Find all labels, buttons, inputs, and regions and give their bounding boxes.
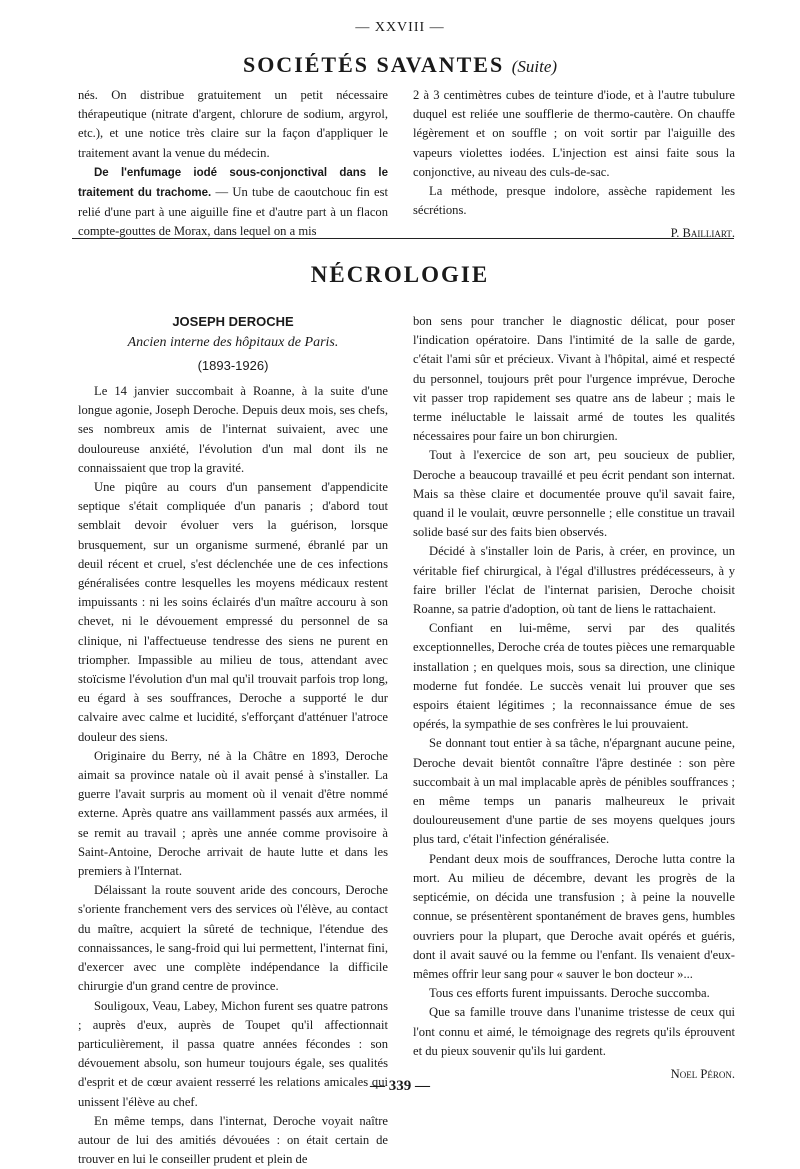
obituary-paragraph: Le 14 janvier succombait à Roanne, à la suite d'une longue agonie, Joseph Deroche. Depuis deux mois, ses chefs, ses nombreux amis de l'internat suivaient, avec une douloureuse anxiété, l'évolution d'un mal dont ils ne connaissaient que trop la gravité. [78, 384, 388, 475]
top-left-paragraph-2 [78, 163, 388, 242]
obituary-subtitle: Ancien interne des hôpitaux de Paris. [127, 335, 339, 350]
obituary-paragraph: Confiant en lui-même, servi par des qualités exceptionnelles, Deroche créa de toutes pièces une remarquable installation ; en quelques mois, sous sa direction, une clinique moderne fut fondée. Le succès venait lui prouver que ses espoirs étaient légitimes ; la reconnaissance émue de ses opérés, la sympathie de ses confrères le lui prouvaient. [413, 621, 735, 732]
necrology-left-column [78, 312, 388, 1169]
obituary-paragraph: Tout à l'exercice de son art, peu soucieux de publier, Deroche a beaucoup travaillé et peu écrit pendant son internat. Mais sa thèse claire et documentée prouve qu'il savait faire, quand il le voulait, œuvre personnelle ; elle constitue un travail solide basé sur des faits bien observés. [413, 448, 735, 540]
section-title [0, 52, 800, 78]
obituary-signature: Noel Péron. [670, 1066, 735, 1081]
obituary-paragraph: Que sa famille trouve dans l'unanime tristesse de ceux qui l'ont connu et aimé, le témoignage des regrets qu'ils éprouvent et du pieux souvenir qu'ils lui gardent. [413, 1005, 735, 1058]
obituary-paragraph: Pendant deux mois de souffrances, Deroche lutta contre la mort. Au milieu de décembre, devant les progrès de la septicémie, on décida une transfusion ; à peine la nouvelle connue, se présentèrent spontanément de braves gens, humbles ouvriers pour la plupart, que Deroche avait opérés et guéris, dont il avait sauvé ou la femme ou l'enfant. Ils venaient d'eux-mêmes offrir leur sang pour « sauver le bon docteur »... [413, 851, 735, 981]
page-number: — 339 — [370, 1078, 430, 1094]
page-roman-number: — XXVIII — [355, 20, 445, 35]
top-right-paragraph-1: 2 à 3 centimètres cubes de teinture d'iode, et à l'autre tubulure duquel est reliée une soufflerie de thermo-cautère. On chauffe légèrement et on souffle ; on voit sortir par l'aiguille des vapeurs violettes iodées. L'injection est ainsi faite sous la conjonctive, au niveau des culs-de-sac. [413, 88, 735, 179]
section-title-text: SOCIÉTÉS SAVANTES [242, 52, 505, 77]
top-right-column [413, 86, 735, 244]
top-left-paragraph-2-text: — Un tube de caoutchouc fin est relié d'une part à une aiguille fine et d'autre part à un flacon compte-gouttes de Morax, dans lequel on a mis [78, 185, 389, 239]
obituary-heading [78, 312, 388, 378]
obituary-paragraph: Tous ces efforts furent impuissants. Deroche succomba. [429, 986, 710, 1001]
obituary-paragraph: bon sens pour trancher le diagnostic délicat, pour poser l'indication opératoire. Dans l'intimité de la salle de garde, c'était l'ami sûr et précieux. Vivant à l'hôpital, aimé et respecté du personnel, toujours prêt pour l'urgence imprévue, Deroche vit passer trop rapidement ses quatre ans de labeur ; mais le terme inéluctable le laissait armé de toutes les qualités nécessaires pour faire un bon chirurgien. [413, 314, 735, 444]
section-divider [72, 238, 734, 239]
necrology-title: NÉCROLOGIE [310, 262, 490, 287]
obituary-paragraph: Délaissant la route souvent aride des concours, Deroche s'oriente franchement vers des services où l'élève, au contact du maître, acquiert la sûreté de technique, l'étendue des connaissances, le sang-froid qui lui permettent, l'internat fini, d'exercer avec une complète indépendance la difficile chirurgie d'un grand centre de province. [78, 883, 388, 994]
obituary-name: JOSEPH DEROCHE [172, 314, 294, 329]
obituary-paragraph: Souligoux, Veau, Labey, Michon furent ses quatre patrons ; auprès d'eux, auprès de Toupet qu'il affectionnait particulièrement, il passa quatre années fécondes : son dévouement absolu, son humeur toujours égale, ses qualités d'esprit et de cœur avaient resserré les relations amicales qui unissent l'élève au chef. [78, 998, 388, 1109]
necrology-right-column [413, 312, 735, 1084]
obituary-paragraph: Originaire du Berry, né à la Châtre en 1893, Deroche aimait sa province natale où il avait pensé à s'installer. La guerre l'avait surpris au moment où il venait d'être nommé externe. Après quatre ans vaillamment passés aux armées, il se remit au travail ; après une année comme provisoire à Saint-Antoine, Deroche arrivait de haute lutte et dans les premiers à l'Internat. [78, 748, 388, 879]
obituary-years: (1893-1926) [197, 358, 269, 373]
section-title-suite: (Suite) [511, 57, 558, 76]
obituary-paragraph: En même temps, dans l'internat, Deroche voyait naître autour de lui des amitiés dévouées : on était certain de trouver en lui le conseiller prudent et plein de [78, 1113, 388, 1167]
top-left-column [78, 86, 388, 242]
subsection-heading: De l'enfumage iodé sous-conjonctival dans le traitement du trachome. [78, 166, 388, 200]
obituary-paragraph: Décidé à s'installer loin de Paris, à créer, en province, un véritable fief chirurgical, à l'égal d'illustres prédécesseurs, à y faire briller l'éclat de l'internat parisien, Deroche choisit Roanne, sa patrie d'adoption, où tant de liens le rattachaient. [413, 544, 735, 617]
top-right-paragraph-2: La méthode, presque indolore, assèche rapidement les sécrétions. [413, 184, 735, 218]
top-left-paragraph-1: nés. On distribue gratuitement un petit nécessaire thérapeutique (nitrate d'argent, chlorure de sodium, argyrol, etc.), et une notice très claire sur la façon d'appliquer le traitement avant la venue du médecin. [78, 88, 388, 160]
obituary-paragraph: Une piqûre au cours d'un pansement d'appendicite septique s'était compliquée d'un panaris ; d'abord tout semblait devoir évoluer vers la guérison, lorsque brusquement, sur un organisme surmené, ébranlé par un deuil récent et cruel, s'est déclenchée une de ces infections généralisées contre lesquelles les moyens médicaux restent impuissants : ni les soins éclairés d'un maître accouru à son chevet, ni le dévouement empressé du personnel de sa clinique, ni l'affectueuse tendresse des siens ne purent en triompher. Impassible au milieu de tous, attendant avec stoïcisme l'évolution d'un mal qu'il trouvait parfois trop long, eu égard à ses souffrances, Deroche a supporté le dur calvaire avec calme et lucidité, s'efforçant d'atténuer l'atroce douleur des siens. [78, 480, 388, 744]
obituary-paragraph: Se donnant tout entier à sa tâche, n'épargnant aucune peine, Deroche devait bientôt connaître l'âpre destinée : son père succombait à un mal implacable après de pénibles souffrances ; en même temps un panaris malheureux le privait douloureusement d'une partie de ses moyens quelques jours plus tard, c'était l'infection généralisée. [413, 736, 735, 847]
top-signature: P. Bailliart. [670, 226, 735, 241]
